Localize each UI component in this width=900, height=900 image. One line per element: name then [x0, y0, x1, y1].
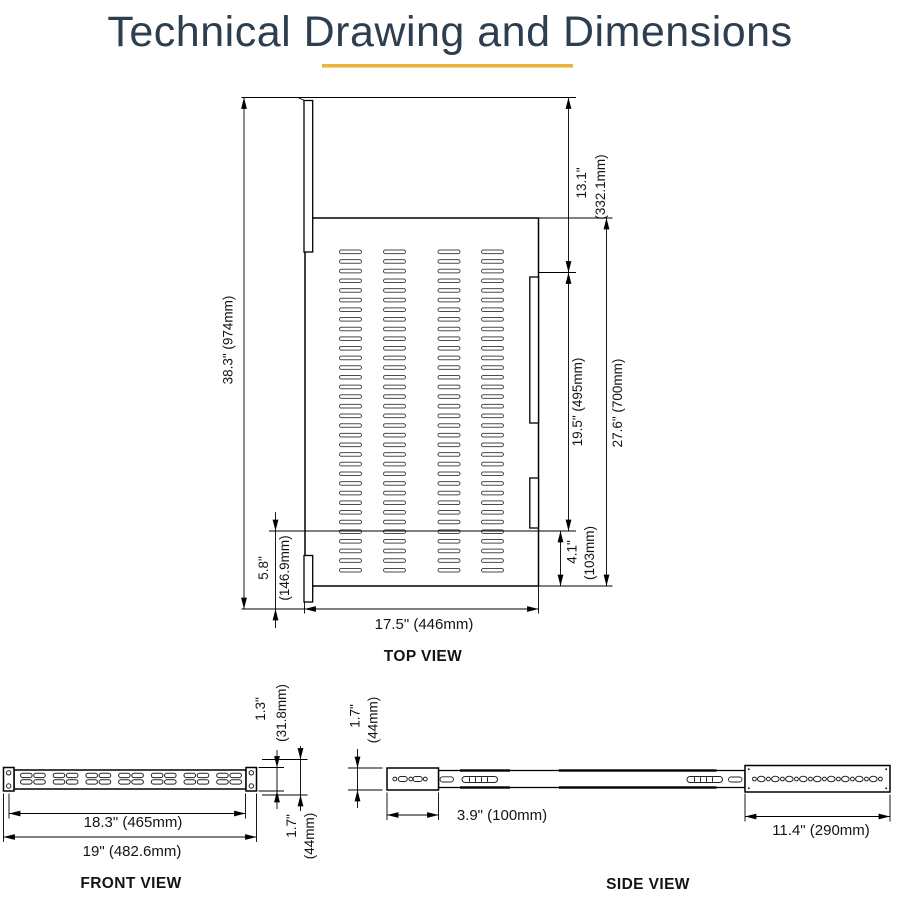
- vent-slot: [438, 530, 460, 534]
- vent-slot: [482, 559, 504, 563]
- vent-slot: [438, 356, 460, 360]
- bracket-hole: [409, 777, 413, 781]
- vent-slot: [482, 511, 504, 515]
- vent-slot: [384, 289, 406, 293]
- vent-slot: [340, 540, 362, 544]
- vent-slot: [384, 433, 406, 437]
- vent-slot: [340, 250, 362, 254]
- vent-slot: [384, 491, 406, 495]
- vent-slot: [438, 472, 460, 476]
- vent-slot: [340, 404, 362, 408]
- vent-slot: [340, 347, 362, 351]
- vent-slot: [384, 327, 406, 331]
- vent-slot: [384, 511, 406, 515]
- vent-slot: [384, 308, 406, 312]
- screw-hole: [249, 784, 253, 788]
- vent-slot: [340, 289, 362, 293]
- vent-slot: [340, 520, 362, 524]
- bracket-oval-hole: [870, 776, 878, 781]
- vent-slot: [438, 327, 460, 331]
- vent-slot: [384, 472, 406, 476]
- dim-label-flange-height-in: 1.3": [253, 697, 268, 721]
- vent-slot: [482, 453, 504, 457]
- dim-label-unit-height-in: 1.7": [284, 814, 299, 838]
- vent-slot: [482, 395, 504, 399]
- screw-hole: [249, 771, 253, 775]
- vent-slot: [482, 404, 504, 408]
- bracket-slot: [398, 777, 407, 782]
- dim-label-front-section-mm: (332.1mm): [593, 154, 608, 220]
- vent-slot: [384, 375, 406, 379]
- front-vent-slot: [197, 780, 209, 784]
- front-vent-slot: [230, 773, 242, 777]
- front-vent-slot: [53, 780, 65, 784]
- vent-slot: [482, 501, 504, 505]
- vent-slot: [438, 279, 460, 283]
- vent-slot: [384, 347, 406, 351]
- front-vent-slot: [165, 780, 177, 784]
- right-rail-front: [530, 277, 539, 423]
- front-vent-slot: [66, 780, 78, 784]
- vent-slot: [384, 501, 406, 505]
- vent-slot: [438, 260, 460, 264]
- bracket-hole: [753, 777, 757, 781]
- vent-slot: [438, 453, 460, 457]
- rail-slot: [687, 777, 723, 783]
- bracket-oval-hole: [842, 776, 850, 781]
- rail-band: [559, 786, 717, 788]
- bracket-hole: [851, 777, 855, 781]
- vent-slot: [482, 414, 504, 418]
- front-vent-slot: [217, 773, 229, 777]
- vent-slot: [482, 424, 504, 428]
- vent-slot: [438, 269, 460, 273]
- vent-slot: [340, 568, 362, 572]
- vent-slot: [384, 559, 406, 563]
- vent-slot: [340, 366, 362, 370]
- vent-slot: [482, 260, 504, 264]
- vent-slot: [482, 491, 504, 495]
- front-vent-slot: [132, 780, 144, 784]
- dim-label-rear-bracket: 11.4" (290mm): [772, 822, 870, 839]
- vent-slot: [438, 308, 460, 312]
- front-vent-slot: [34, 780, 46, 784]
- dim-label-rear-overhang-mm: (146.9mm): [277, 535, 292, 601]
- vent-slot: [482, 375, 504, 379]
- vent-slot: [482, 462, 504, 466]
- front-vent-slot: [21, 780, 33, 784]
- rail-slot: [729, 777, 743, 782]
- vent-slot: [482, 385, 504, 389]
- vent-slot: [340, 375, 362, 379]
- vent-slot: [340, 269, 362, 273]
- vent-slot: [438, 424, 460, 428]
- rivet-dot: [885, 768, 887, 770]
- vent-slot: [482, 337, 504, 341]
- vent-slot: [438, 298, 460, 302]
- front-view-drawing: [4, 684, 318, 892]
- left-rail-front: [304, 101, 313, 253]
- vent-slot: [384, 298, 406, 302]
- vent-slot: [438, 347, 460, 351]
- vent-slot: [384, 520, 406, 524]
- front-vent-slot: [86, 773, 98, 777]
- front-vent-slot: [184, 780, 196, 784]
- vent-slot: [438, 549, 460, 553]
- vent-slot: [482, 308, 504, 312]
- bracket-hole: [393, 777, 397, 781]
- dim-label-rear-offset-in: 4.1": [564, 540, 580, 564]
- bracket-hole: [865, 777, 869, 781]
- vent-slot: [482, 549, 504, 553]
- bracket-oval-hole: [800, 776, 808, 781]
- vent-slot: [482, 356, 504, 360]
- front-vent-slot: [119, 773, 131, 777]
- right-rail-rear: [530, 478, 539, 528]
- vent-slot: [438, 540, 460, 544]
- vent-slot: [340, 308, 362, 312]
- vent-slot: [384, 414, 406, 418]
- vent-slot: [340, 511, 362, 515]
- dim-label-shelf-depth: 27.6" (700mm): [610, 358, 625, 448]
- vent-slot: [482, 443, 504, 447]
- vent-slot: [482, 269, 504, 273]
- vent-slot: [384, 462, 406, 466]
- screw-hole: [7, 771, 11, 775]
- vent-slot: [384, 568, 406, 572]
- vent-slot: [438, 250, 460, 254]
- vent-slot: [340, 462, 362, 466]
- vent-slot: [438, 520, 460, 524]
- top-view-label: TOP VIEW: [383, 648, 463, 665]
- vent-slot: [384, 530, 406, 534]
- bracket-oval-hole: [786, 776, 794, 781]
- vent-slot: [384, 279, 406, 283]
- vent-slot: [340, 472, 362, 476]
- vent-slot: [340, 356, 362, 360]
- top-view-drawing: [221, 98, 626, 666]
- front-vent-slot: [151, 780, 163, 784]
- vent-slot: [340, 279, 362, 283]
- vent-slot: [340, 559, 362, 563]
- rail-band: [460, 786, 510, 788]
- vent-slot: [482, 472, 504, 476]
- dim-label-front-bracket: 3.9" (100mm): [456, 807, 548, 824]
- vent-slot: [384, 549, 406, 553]
- vent-slot: [384, 250, 406, 254]
- vent-slot: [482, 482, 504, 486]
- dim-label-rear-offset-mm: (103mm): [582, 525, 597, 581]
- vent-slot: [340, 327, 362, 331]
- vent-slot: [438, 395, 460, 399]
- vent-slot: [340, 549, 362, 553]
- vent-slot: [384, 356, 406, 360]
- vent-slot: [482, 327, 504, 331]
- vent-slot: [438, 482, 460, 486]
- vent-slot: [438, 289, 460, 293]
- vent-slot: [340, 298, 362, 302]
- dim-label-rack-width: 19" (482.6mm): [82, 843, 182, 860]
- title-underline: [322, 64, 573, 68]
- dim-label-panel-width: 18.3" (465mm): [83, 814, 183, 831]
- front-vent-slot: [217, 780, 229, 784]
- vent-slot: [438, 568, 460, 572]
- bracket-hole: [809, 777, 813, 781]
- screw-hole: [7, 784, 11, 788]
- bracket-oval-hole: [814, 776, 822, 781]
- front-panel-bar: [14, 770, 246, 789]
- vent-slot: [384, 482, 406, 486]
- vent-slot: [482, 568, 504, 572]
- side-view-drawing: [348, 697, 891, 893]
- bracket-hole: [767, 777, 771, 781]
- vent-slot: [482, 433, 504, 437]
- vent-slot: [438, 511, 460, 515]
- vent-slot: [340, 385, 362, 389]
- vent-slot: [384, 404, 406, 408]
- rivet-dot: [748, 768, 750, 770]
- vent-slot: [340, 424, 362, 428]
- dim-label-rear-overhang-in: 5.8": [256, 556, 271, 580]
- vent-slot: [438, 433, 460, 437]
- dim-label-side-height-in: 1.7": [347, 704, 363, 728]
- front-vent-slot: [119, 780, 131, 784]
- rail-band: [559, 769, 717, 771]
- left-rail-rear: [304, 556, 313, 603]
- front-vent-slot: [230, 780, 242, 784]
- vent-slot: [438, 404, 460, 408]
- vent-slot: [340, 491, 362, 495]
- bracket-hole: [837, 777, 841, 781]
- bracket-hole: [423, 777, 427, 781]
- vent-slot: [384, 337, 406, 341]
- vent-slot: [384, 385, 406, 389]
- vent-slot: [438, 443, 460, 447]
- front-vent-slot: [21, 773, 33, 777]
- vent-slot: [340, 530, 362, 534]
- dim-label-side-height-mm: (44mm): [365, 696, 381, 744]
- vent-slot: [384, 366, 406, 370]
- bracket-oval-hole: [856, 776, 864, 781]
- rail-slot: [440, 777, 454, 782]
- front-vent-slot: [165, 773, 177, 777]
- vent-slot: [438, 414, 460, 418]
- front-vent-slot: [86, 780, 98, 784]
- dim-label-unit-height-mm: (44mm): [302, 812, 317, 860]
- vent-slot: [482, 530, 504, 534]
- vent-slot: [482, 366, 504, 370]
- page-title: Technical Drawing and Dimensions: [107, 8, 793, 56]
- vent-slot: [384, 443, 406, 447]
- vent-slot: [340, 453, 362, 457]
- vent-slot: [384, 540, 406, 544]
- front-vent-slot: [99, 773, 111, 777]
- side-view-label: SIDE VIEW: [606, 876, 690, 893]
- bracket-hole: [879, 777, 883, 781]
- vent-slot: [340, 260, 362, 264]
- front-vent-slot: [66, 773, 78, 777]
- bracket-hole: [823, 777, 827, 781]
- vent-slot: [340, 482, 362, 486]
- bracket-hole: [795, 777, 799, 781]
- front-vent-slot: [99, 780, 111, 784]
- vent-slot: [340, 501, 362, 505]
- dim-label-shelf-width: 17.5" (446mm): [374, 616, 474, 633]
- front-vent-slot: [53, 773, 65, 777]
- bracket-slot: [413, 777, 422, 782]
- vent-slot: [438, 501, 460, 505]
- front-vent-slot: [34, 773, 46, 777]
- bracket-oval-hole: [828, 776, 836, 781]
- dim-label-overall-depth: 38.3" (974mm): [220, 295, 236, 385]
- vent-slot: [340, 443, 362, 447]
- vent-slot: [482, 520, 504, 524]
- bracket-oval-hole: [758, 776, 766, 781]
- vent-slot: [482, 289, 504, 293]
- vent-slot: [482, 298, 504, 302]
- vent-slot: [384, 424, 406, 428]
- vent-slot: [340, 318, 362, 322]
- front-vent-slot: [197, 773, 209, 777]
- vent-slot: [438, 462, 460, 466]
- rail-band: [460, 769, 510, 771]
- vent-slot: [482, 250, 504, 254]
- vent-slot: [340, 433, 362, 437]
- bracket-oval-hole: [772, 776, 780, 781]
- vent-slot: [438, 366, 460, 370]
- rivet-dot: [748, 787, 750, 789]
- bracket-hole: [781, 777, 785, 781]
- vent-slot: [384, 453, 406, 457]
- vent-slot: [438, 318, 460, 322]
- vent-slot: [482, 347, 504, 351]
- vent-slot: [438, 375, 460, 379]
- dim-label-front-section-in: 13.1": [574, 167, 589, 199]
- front-view-label: FRONT VIEW: [80, 875, 182, 892]
- dim-label-rail-length: 19.5" (495mm): [570, 357, 585, 447]
- front-vent-slot: [132, 773, 144, 777]
- rivet-dot: [885, 787, 887, 789]
- front-vent-slot: [151, 773, 163, 777]
- vent-slot: [482, 318, 504, 322]
- vent-slot: [438, 559, 460, 563]
- vent-slot: [438, 337, 460, 341]
- rail-slot: [462, 777, 498, 783]
- vent-slot: [340, 337, 362, 341]
- vent-slot: [482, 540, 504, 544]
- front-vent-slot: [184, 773, 196, 777]
- vent-slot: [384, 318, 406, 322]
- vent-slot: [384, 260, 406, 264]
- vent-slot: [340, 395, 362, 399]
- vent-slot: [482, 279, 504, 283]
- vent-slot: [438, 491, 460, 495]
- vent-slot: [438, 385, 460, 389]
- vent-slot: [340, 414, 362, 418]
- vent-slot: [384, 269, 406, 273]
- dim-label-flange-height-mm: (31.8mm): [274, 684, 289, 742]
- vent-slot: [384, 395, 406, 399]
